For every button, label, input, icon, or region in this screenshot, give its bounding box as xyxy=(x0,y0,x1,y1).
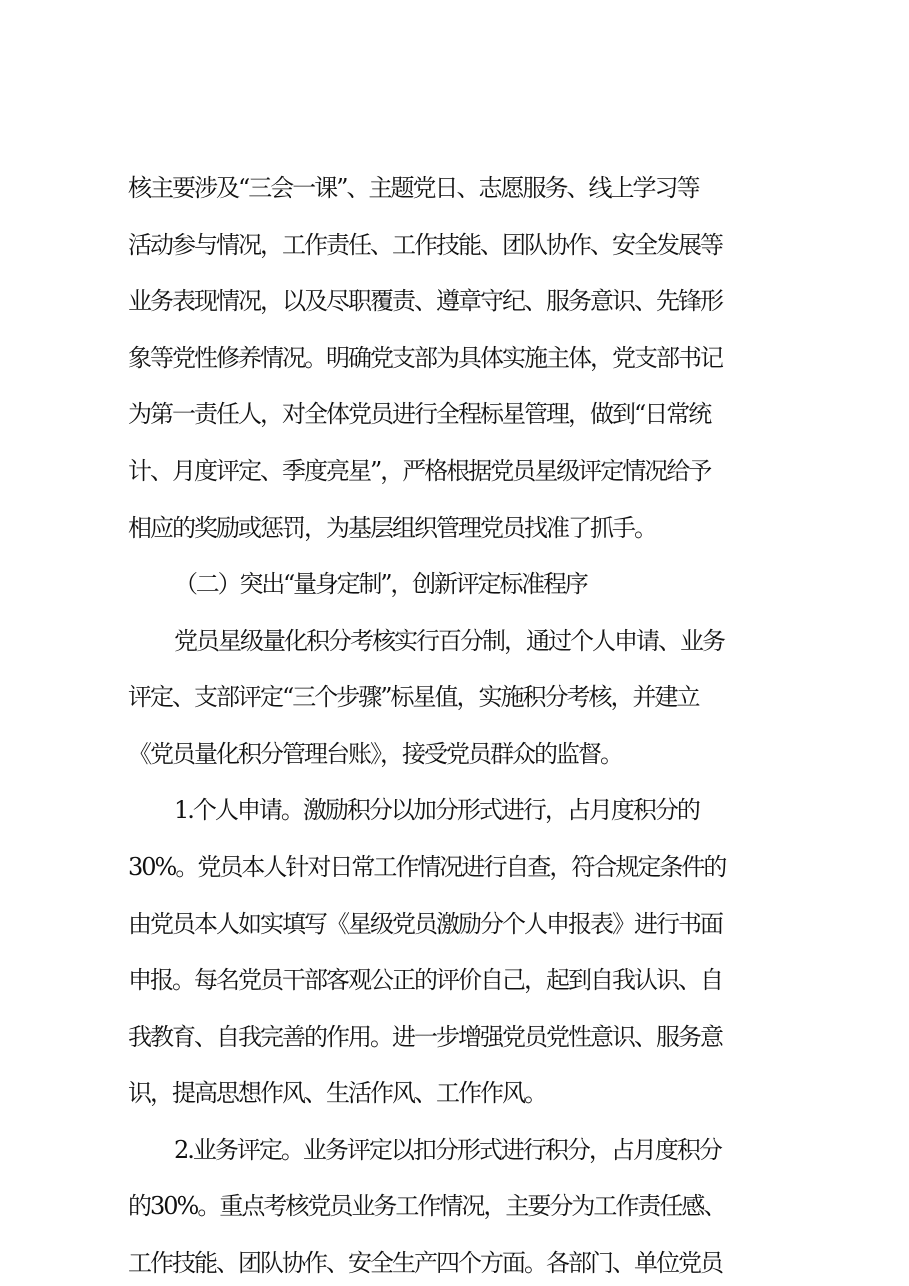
text-line-6: 计、月度评定、季度亮星”，严格根据党员星级评定情况给予 xyxy=(128,456,711,485)
text-line-9: 党员星级量化积分考核实行百分制，通过个人申请、业务 xyxy=(174,626,724,655)
text-line-14: 由党员本人如实填写《星级党员激励分个人申报表》进行书面 xyxy=(128,909,722,938)
text-line-20: 工作技能、团队协作、安全生产四个方面。各部门、单位党员 xyxy=(128,1249,722,1277)
text-line-3: 业务表现情况，以及尽职覆责、遵章守纪、服务意识、先锋形 xyxy=(128,287,722,316)
text-line-1: 核主要涉及“三会一课”、主题党日、志愿服务、线上学习等 xyxy=(128,174,699,202)
text-line-18: 2.业务评定。业务评定以扣分形式进行积分，占月度积分 xyxy=(174,1135,721,1164)
text-line-13: 30%。党员本人针对日常工作情况进行自查，符合规定条件的 xyxy=(128,852,726,881)
text-line-17: 识，提高思想作风、生活作风、工作作风。 xyxy=(128,1079,546,1108)
text-line-2: 活动参与情况，工作责任、工作技能、团队协作、安全发展等 xyxy=(128,230,722,259)
text-line-16: 我教育、自我完善的作用。进一步增强党员党性意识、服务意 xyxy=(128,1022,722,1051)
text-line-4: 象等党性修养情况。明确党支部为具体实施主体，党支部书记 xyxy=(128,343,722,372)
text-line-10: 评定、支部评定“三个步骤”标星值，实施积分考核，并建立 xyxy=(128,683,699,712)
text-line-5: 为第一责任人，对全体党员进行全程标星管理，做到“日常统 xyxy=(128,400,711,429)
text-line-19: 的30%。重点考核党员业务工作情况，主要分为工作责任感、 xyxy=(128,1192,726,1221)
section-heading: （二）突出“量身定制”，创新评定标准程序 xyxy=(174,570,587,599)
text-line-15: 申报。每名党员干部客观公正的评价自己，起到自我认识、自 xyxy=(128,966,722,995)
text-line-11: 《党员量化积分管理台账》，接受党员群众的监督。 xyxy=(128,739,622,768)
text-line-7: 相应的奖励或惩罚，为基层组织管理党员找准了抓手。 xyxy=(128,513,656,542)
text-line-12: 1.个人申请。激励积分以加分形式进行，占月度积分的 xyxy=(174,796,699,825)
